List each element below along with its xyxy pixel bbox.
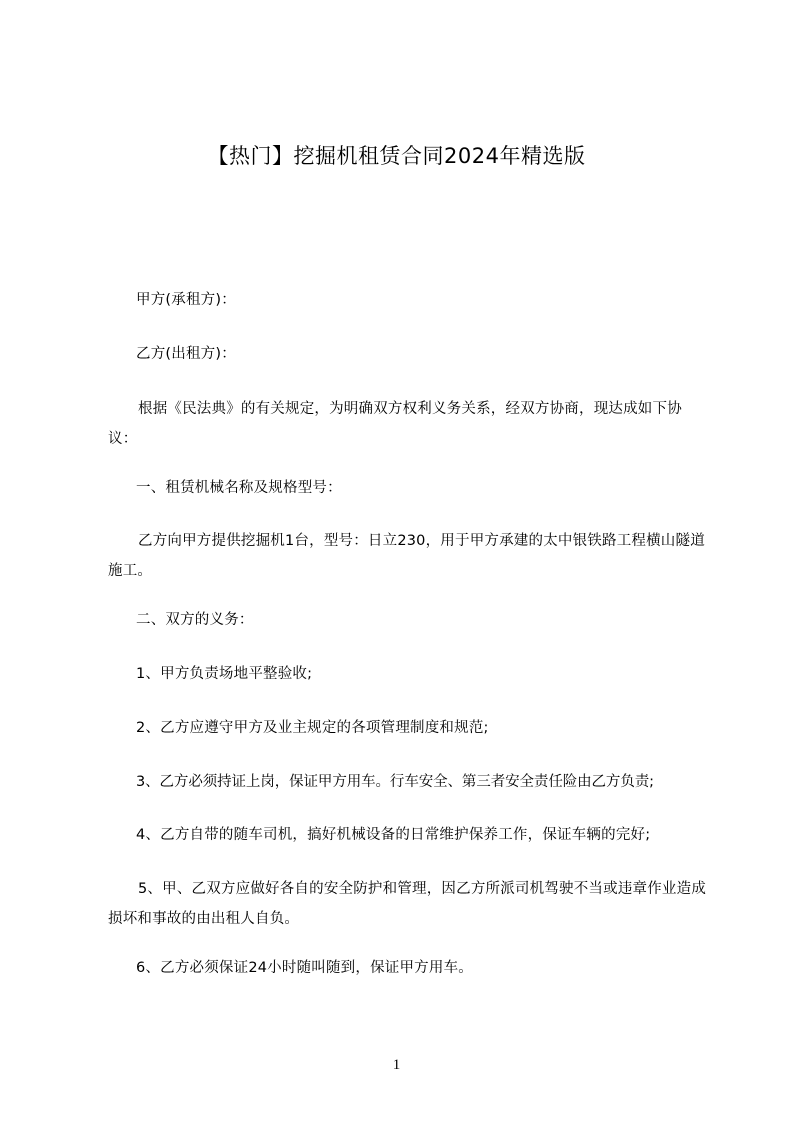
obligation-3: 3、乙方必须持证上岗，保证甲方用车。行车安全、第三者安全责任险由乙方负责;	[136, 774, 654, 790]
document-title: 【热门】挖掘机租赁合同2024年精选版	[207, 144, 586, 168]
party-b-line: 乙方(出租方)：	[136, 346, 236, 362]
preamble-paragraph: 根据《民法典》的有关规定，为明确双方权利义务关系，经双方协商，现达成如下协议：	[108, 401, 682, 447]
section-1-content: 乙方向甲方提供挖掘机1台，型号：日立230，用于甲方承建的太中银铁路工程横山隧道施工。	[108, 533, 705, 579]
obligation-1: 1、甲方负责场地平整验收;	[136, 666, 313, 682]
section-1-heading: 一、租赁机械名称及规格型号：	[136, 480, 342, 496]
party-a-line: 甲方(承租方)：	[136, 292, 236, 308]
obligation-6: 6、乙方必须保证24小时随叫随到，保证甲方用车。	[136, 960, 473, 976]
section-2-heading: 二、双方的义务：	[136, 612, 254, 628]
page-number: 1	[392, 1057, 401, 1073]
obligation-5: 5、甲、乙双方应做好各自的安全防护和管理，因乙方所派司机驾驶不当或违章作业造成损坏和事故的由出租人自负。	[108, 881, 707, 927]
obligation-2: 2、乙方应遵守甲方及业主规定的各项管理制度和规范;	[136, 720, 489, 736]
obligation-4: 4、乙方自带的随车司机，搞好机械设备的日常维护保养工作，保证车辆的完好;	[136, 827, 651, 843]
